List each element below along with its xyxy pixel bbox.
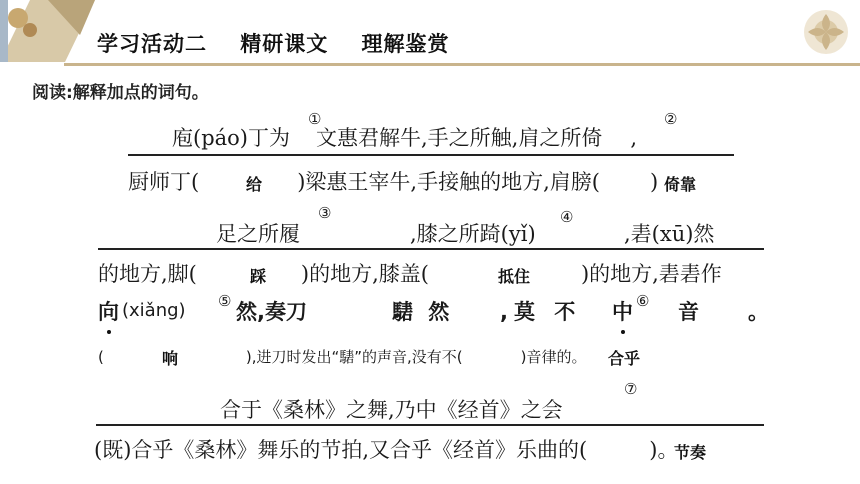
header-divider <box>64 63 860 66</box>
note-marker-3: ③ <box>318 204 332 222</box>
divider-2 <box>98 248 764 250</box>
note-marker-2: ② <box>664 110 678 128</box>
answer-cai: 踩 <box>250 267 267 286</box>
classical-line-4: 合于《桑林》之舞,乃中《经首》之会 <box>220 398 563 422</box>
classical-line-3a: 然,奏刀 <box>236 300 307 324</box>
gloss-line-1: 厨师丁( )梁惠王宰牛,手接触的地方,肩膀( ) <box>128 170 659 194</box>
answer-dizhu: 抵住 <box>498 267 531 286</box>
ink-flower-icon <box>798 4 854 60</box>
note-marker-5: ⑤ <box>218 292 232 310</box>
note-marker-7: ⑦ <box>624 380 638 398</box>
classical-line-2b: ,膝之所踦(yǐ) <box>410 222 536 246</box>
classical-line-3c: ,莫 不 <box>500 300 582 324</box>
header-decoration <box>0 0 95 62</box>
classical-line-3b: 騞 然 <box>392 300 454 324</box>
gloss-line-2: 的地方,脚( )的地方,膝盖( )的地方,砉砉作 <box>98 262 722 286</box>
note-marker-6: ⑥ <box>636 292 650 310</box>
answer-hehu: 合乎 <box>608 349 641 368</box>
divider-1 <box>128 154 734 156</box>
divider-4 <box>96 424 764 426</box>
classical-end-mark: 。 <box>748 300 769 324</box>
answer-yikao: 倚靠 <box>664 175 697 194</box>
classical-line-1: 庖(páo)丁为 文惠君解牛,手之所触,肩之所倚 , <box>172 126 638 150</box>
answer-xiang: 响 <box>162 349 179 368</box>
classical-char-yin: 音 <box>678 300 699 324</box>
gloss-line-4: (既)合乎《桑林》舞乐的节拍,又合乎《经首》乐曲的( )。 <box>94 438 679 462</box>
note-marker-1: ① <box>308 110 322 128</box>
note-marker-4: ④ <box>560 208 574 226</box>
answer-gei: 给 <box>246 175 263 194</box>
classical-line-2c: ,砉(xū)然 <box>624 222 715 246</box>
classical-char-xiang: 向 <box>98 296 119 326</box>
classical-line-2a: 足之所履 <box>216 222 300 246</box>
gloss-line-3: ( ),进刀时发出“騞”的声音,没有不( )音律的。 <box>98 348 587 366</box>
classical-char-zhong: 中 <box>612 296 633 326</box>
section-title: 学习活动二 精研课文 理解鉴赏 <box>97 32 450 56</box>
answer-jiezou: 节奏 <box>674 443 707 462</box>
pinyin-xiang: (xiǎng) <box>122 300 186 321</box>
instruction-text: 阅读:解释加点的词句。 <box>32 83 209 103</box>
